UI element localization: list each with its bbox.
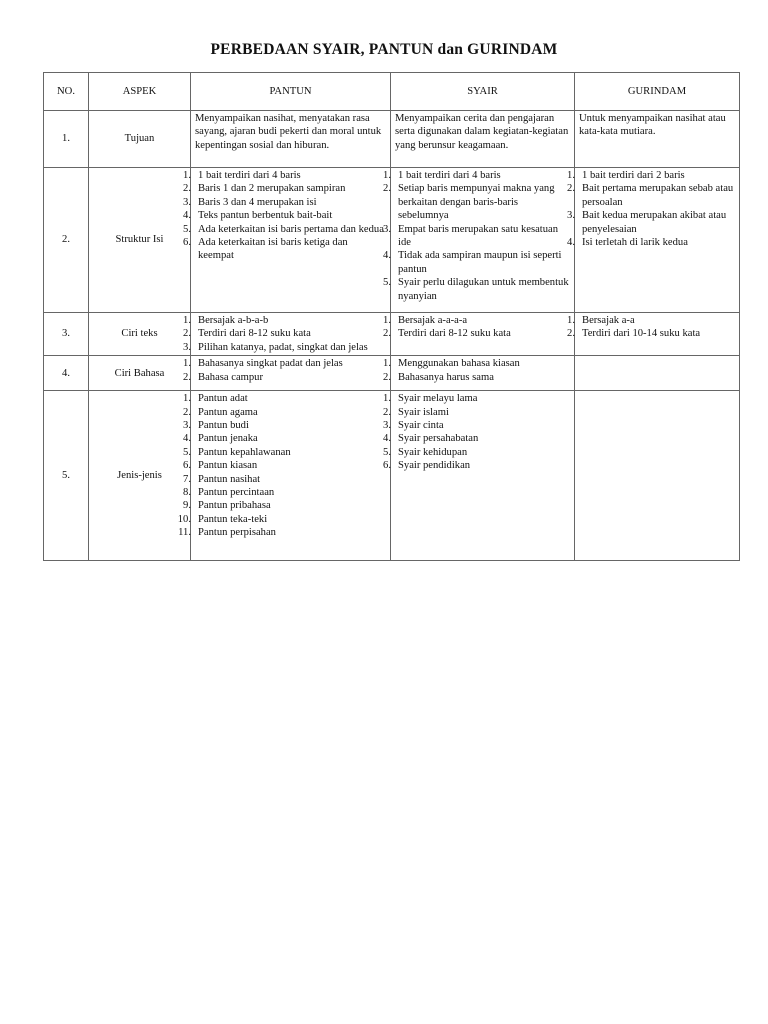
list-text: Pantun nasihat [198, 473, 261, 485]
list-item [183, 223, 386, 236]
list-number: 1. [383, 393, 391, 405]
list-text: Tidak ada sampiran maupun isi seperti pantun [398, 250, 562, 275]
list-item [183, 371, 386, 384]
list-text: Bersajak a-a [582, 315, 635, 326]
document-title: PERBEDAAN SYAIR, PANTUN dan GURINDAM [210, 41, 558, 58]
list-item [383, 249, 570, 276]
list-item [183, 341, 386, 354]
list-number: 2. [183, 406, 191, 418]
header-syair: SYAIR [391, 73, 575, 111]
list-number: 1. [383, 170, 391, 181]
list-text: Pantun percintaan [198, 487, 275, 499]
list-item [383, 327, 570, 340]
list-item [383, 169, 570, 182]
list-text: Bahasa campur [198, 371, 264, 383]
list-number: 1. [567, 170, 575, 181]
table-row [44, 111, 740, 168]
list-item [183, 209, 386, 222]
list-number: 6. [383, 460, 391, 472]
list-text: Bahasanya harus sama [398, 371, 494, 383]
list-item [567, 314, 735, 327]
list-item [183, 446, 386, 459]
list-text: Baris 1 dan 2 merupakan sampiran [198, 183, 346, 195]
list-item [183, 432, 386, 445]
list-item [383, 459, 570, 472]
table-row [44, 313, 740, 356]
list-number: 1. [183, 170, 191, 181]
list-item [567, 236, 735, 249]
list-item [183, 406, 386, 419]
list-item [178, 526, 386, 539]
header-pantun: PANTUN [191, 73, 391, 111]
gurindam-cell [567, 313, 740, 356]
list-number: 6. [183, 237, 191, 249]
list-number: 4. [383, 250, 391, 262]
list-text: Bait pertama merupakan sebab atau persoalan [582, 183, 734, 208]
list-number: 5. [183, 223, 191, 235]
list-number: 1. [383, 315, 391, 326]
row-aspek: Ciri teks [89, 313, 191, 356]
list-text: Pantun jenaka [198, 433, 258, 445]
list-number: 7. [183, 473, 191, 485]
list-text: Isi terletah di larik kedua [582, 237, 688, 249]
list-item [383, 432, 570, 445]
syair-cell: Menyampaikan cerita dan pengajaran serta digunakan dalam kegiatan-kegiatan yang berunsur keagamaan. [391, 111, 575, 168]
list-item [383, 223, 570, 250]
list-text: Syair islami [398, 406, 449, 418]
list-number: 4. [183, 433, 191, 445]
syair-cell [383, 391, 575, 561]
list-item [183, 169, 386, 182]
list-number: 11. [178, 527, 191, 539]
gurindam-cell [575, 391, 740, 561]
row-aspek: Ciri Bahasa [89, 356, 191, 391]
list-item [383, 314, 570, 327]
row-no: 3. [44, 313, 89, 356]
list-number: 2. [567, 183, 575, 195]
list-item [567, 209, 735, 236]
gurindam-cell [567, 168, 740, 313]
list-number: 5. [183, 446, 191, 458]
list-text: Pantun kepahlawanan [198, 446, 291, 458]
list-number: 6. [183, 460, 191, 472]
list-number: 3. [383, 223, 391, 235]
list-item [383, 182, 570, 222]
list-number: 10. [177, 513, 191, 525]
list-item [183, 459, 386, 472]
list-text: Syair pendidikan [398, 460, 471, 472]
list-text: Terdiri dari 8-12 suku kata [398, 328, 511, 340]
list-number: 1. [183, 315, 191, 326]
list-item [383, 419, 570, 432]
list-text: Pantun teka-teki [198, 513, 268, 525]
table-header-row [44, 73, 740, 111]
list-text: Pantun agama [198, 406, 258, 418]
list-text: Baris 3 dan 4 merupakan isi [198, 196, 317, 208]
list-number: 4. [567, 237, 575, 249]
list-text: Syair kehidupan [398, 446, 468, 458]
gurindam-cell [575, 356, 740, 391]
list-text: Syair cinta [398, 420, 444, 432]
list-item [183, 419, 386, 432]
list-number: 3. [383, 420, 391, 432]
list-number: 3. [183, 341, 191, 353]
list-number: 2. [183, 328, 191, 340]
list-number: 8. [183, 487, 191, 499]
gurindam-cell: Untuk menyampaikan nasihat atau kata-kata mutiara. [575, 111, 740, 168]
list-item [183, 486, 386, 499]
list-text: Syair melayu lama [398, 393, 478, 405]
list-item [183, 314, 386, 327]
list-number: 4. [383, 433, 391, 445]
list-text: Bersajak a-a-a-a [398, 315, 468, 326]
list-text: Pilihan katanya, padat, singkat dan jelas [198, 341, 368, 353]
syair-cell [383, 168, 575, 313]
row-no: 2. [44, 168, 89, 313]
list-number: 9. [183, 500, 191, 512]
list-item [383, 406, 570, 419]
list-number: 2. [383, 371, 391, 383]
list-item [183, 236, 386, 263]
list-number: 5. [383, 277, 391, 289]
list-text: Terdiri dari 10-14 suku kata [582, 328, 701, 340]
row-no: 5. [44, 391, 89, 561]
list-item [177, 513, 386, 526]
list-number: 2. [183, 183, 191, 195]
list-number: 1. [183, 393, 191, 405]
list-item [183, 182, 386, 195]
syair-cell [383, 356, 575, 391]
list-number: 2. [567, 328, 575, 340]
pantun-cell: Menyampaikan nasihat, menyatakan rasa sayang, ajaran budi pekerti dan moral untuk kepentingan sosial dan hiburan. [191, 111, 391, 168]
list-text: Terdiri dari 8-12 suku kata [198, 328, 311, 340]
list-text: Ada keterkaitan isi baris ketiga dan keempat [198, 237, 348, 262]
table-row [44, 391, 740, 561]
list-text: Menggunakan bahasa kiasan [398, 358, 520, 370]
list-item [183, 357, 386, 370]
list-item [183, 327, 386, 340]
syair-cell [383, 313, 575, 356]
list-text: Teks pantun berbentuk bait-bait [198, 210, 333, 222]
list-text: Pantun kiasan [198, 460, 258, 472]
list-item [383, 371, 570, 384]
list-number: 1. [567, 315, 575, 326]
list-item [383, 357, 570, 370]
list-text: 1 bait terdiri dari 2 baris [582, 170, 685, 181]
list-text: Pantun pribahasa [198, 500, 271, 512]
list-item [567, 169, 735, 182]
list-item [183, 392, 386, 405]
list-number: 5. [383, 446, 391, 458]
list-item [183, 473, 386, 486]
list-text: 1 bait terdiri dari 4 baris [398, 170, 501, 181]
list-text: Bait kedua merupakan akibat atau penyelesaian [582, 210, 727, 235]
list-number: 2. [383, 406, 391, 418]
table-row [44, 356, 740, 391]
table-row [44, 168, 740, 313]
list-item [567, 182, 735, 209]
row-no: 1. [44, 111, 89, 168]
row-no: 4. [44, 356, 89, 391]
list-item [183, 196, 386, 209]
list-item [567, 327, 735, 340]
list-number: 1. [183, 358, 191, 370]
pantun-cell [183, 313, 391, 356]
header-gurindam: GURINDAM [575, 73, 740, 111]
list-text: Pantun adat [198, 393, 248, 405]
list-text: Syair persahabatan [398, 433, 479, 445]
pantun-cell [183, 356, 391, 391]
row-aspek: Struktur Isi [89, 168, 191, 313]
list-text: Empat baris merupakan satu kesatuan ide [398, 223, 559, 249]
list-item [383, 392, 570, 405]
list-item [183, 499, 386, 512]
list-item [383, 276, 570, 303]
list-text: 1 bait terdiri dari 4 baris [198, 170, 301, 181]
comparison-table [43, 72, 740, 561]
header-no: NO. [44, 73, 89, 111]
header-aspek: ASPEK [89, 73, 191, 111]
list-text: Pantun perpisahan [198, 527, 276, 539]
list-text: Bersajak a-b-a-b [198, 315, 269, 326]
list-number: 3. [567, 210, 575, 222]
list-number: 4. [183, 210, 191, 222]
list-item [383, 446, 570, 459]
list-number: 2. [383, 183, 391, 195]
pantun-cell [177, 391, 391, 561]
list-number: 2. [383, 328, 391, 340]
list-text: Setiap baris mempunyai makna yang berkaitan dengan baris-baris sebelumnya [398, 183, 555, 222]
list-text: Ada keterkaitan isi baris pertama dan kedua [198, 223, 384, 235]
row-aspek: Jenis-jenis [89, 391, 191, 561]
list-number: 2. [183, 371, 191, 383]
list-text: Pantun budi [198, 420, 249, 432]
list-text: Syair perlu dilagukan untuk membentuk nyanyian [398, 277, 569, 302]
list-text: Bahasanya singkat padat dan jelas [198, 358, 343, 370]
pantun-cell [183, 168, 391, 313]
list-number: 3. [183, 196, 191, 208]
list-number: 1. [383, 358, 391, 370]
row-aspek: Tujuan [89, 111, 191, 168]
list-number: 3. [183, 420, 191, 432]
